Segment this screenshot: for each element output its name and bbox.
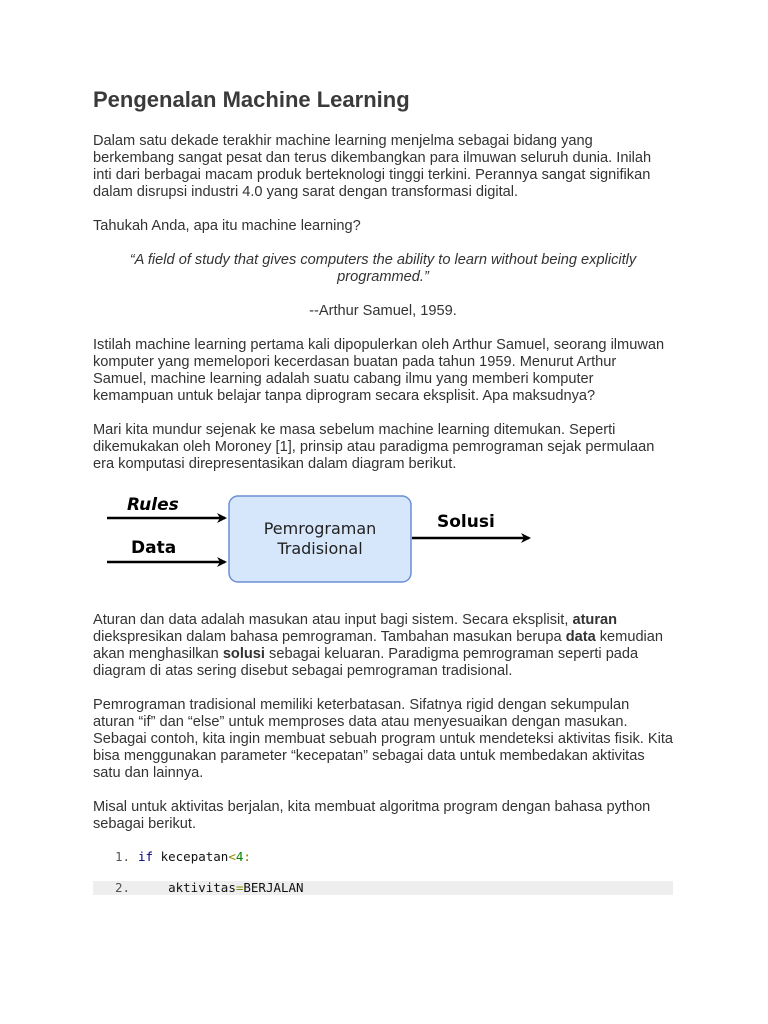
code-identifier: kecepatan	[160, 849, 229, 864]
history-paragraph: Istilah machine learning pertama kali dipopulerkan oleh Arthur Samuel, seorang ilmuwan komputer yang memelopori kecerdasan buatan pada tahun 1959. Menurut Arthur Samuel, machine learning adalah suatu cabang ilmu yang memberi komputer kemampuan untuk belajar tanpa diprogram secara eksplisit. Apa maksudnya?	[93, 337, 665, 404]
diagram-input-data: Data	[131, 538, 177, 558]
code-identifier: aktivitas	[168, 880, 236, 895]
term-aturan: aturan	[572, 612, 618, 628]
code-value: BERJALAN	[243, 880, 304, 895]
code-line-2	[93, 881, 673, 895]
inputs-paragraph: Aturan dan data adalah masukan atau input bagi sistem. Secara eksplisit, aturan diekspresikan dalam bahasa pemrograman. Tambahan masukan berupa data kemudian akan menghasilkan solusi sebagai keluaran. Paradigma pemrograman seperti pada diagram di atas sering disebut sebagai pemrograman tradisional.	[93, 612, 664, 679]
example-paragraph: Misal untuk aktivitas berjalan, kita membuat algoritma program dengan bahasa python sebagai berikut.	[93, 799, 651, 832]
code-operator: <	[228, 849, 236, 864]
code-indent	[138, 880, 168, 895]
article	[93, 86, 673, 912]
traditional-programming-diagram	[93, 490, 673, 600]
code-block	[93, 850, 673, 895]
diagram-output-solusi: Solusi	[437, 512, 495, 532]
code-line-number: 1.	[115, 849, 131, 864]
diagram-input-rules: Rules	[127, 495, 179, 515]
process-box-label-line2: Tradisional	[277, 539, 363, 558]
code-keyword: if	[138, 849, 154, 864]
code-number: 4	[235, 849, 244, 864]
quote-attribution: --Arthur Samuel, 1959.	[309, 303, 457, 319]
quote: “A field of study that gives computers the ability to learn without being explicitly programmed.”	[129, 252, 637, 285]
code-operator: =	[235, 880, 244, 895]
process-box-label-line1: Pemrograman	[263, 519, 377, 538]
term-solusi: solusi	[222, 646, 265, 662]
diagram-svg	[101, 490, 551, 590]
code-line-1	[93, 850, 673, 864]
moroney-paragraph: Mari kita mundur sejenak ke masa sebelum machine learning ditemukan. Seperti dikemukakan oleh Moroney [1], prinsip atau paradigma pemrograman sejak permulaan era komputasi direpresentasikan dalam diagram berikut.	[93, 422, 655, 472]
limitations-paragraph: Pemrograman tradisional memiliki keterbatasan. Sifatnya rigid dengan sekumpulan aturan “if” dan “else” untuk memproses data atau menyesuaikan dengan masukan. Sebagai contoh, kita ingin membuat sebuah program untuk mendeteksi aktivitas fisik. Kita bisa menggunakan parameter “kecepatan” sebagai data untuk membedakan aktivitas satu dan lainnya.	[93, 697, 674, 781]
intro-paragraph: Dalam satu dekade terakhir machine learning menjelma sebagai bidang yang berkembang sangat pesat dan terus dikembangkan para ilmuwan seluruh dunia. Inilah inti dari berbagai macam produk berteknologi tinggi terkini. Perannya sangat signifikan dalam disrupsi industri 4.0 yang sarat dengan transformasi digital.	[93, 133, 652, 200]
page-title: Pengenalan Machine Learning	[93, 87, 410, 112]
question-paragraph: Tahukah Anda, apa itu machine learning?	[93, 218, 361, 234]
code-colon: :	[243, 849, 251, 864]
term-data: data	[565, 629, 596, 645]
code-line-number: 2.	[115, 880, 131, 895]
